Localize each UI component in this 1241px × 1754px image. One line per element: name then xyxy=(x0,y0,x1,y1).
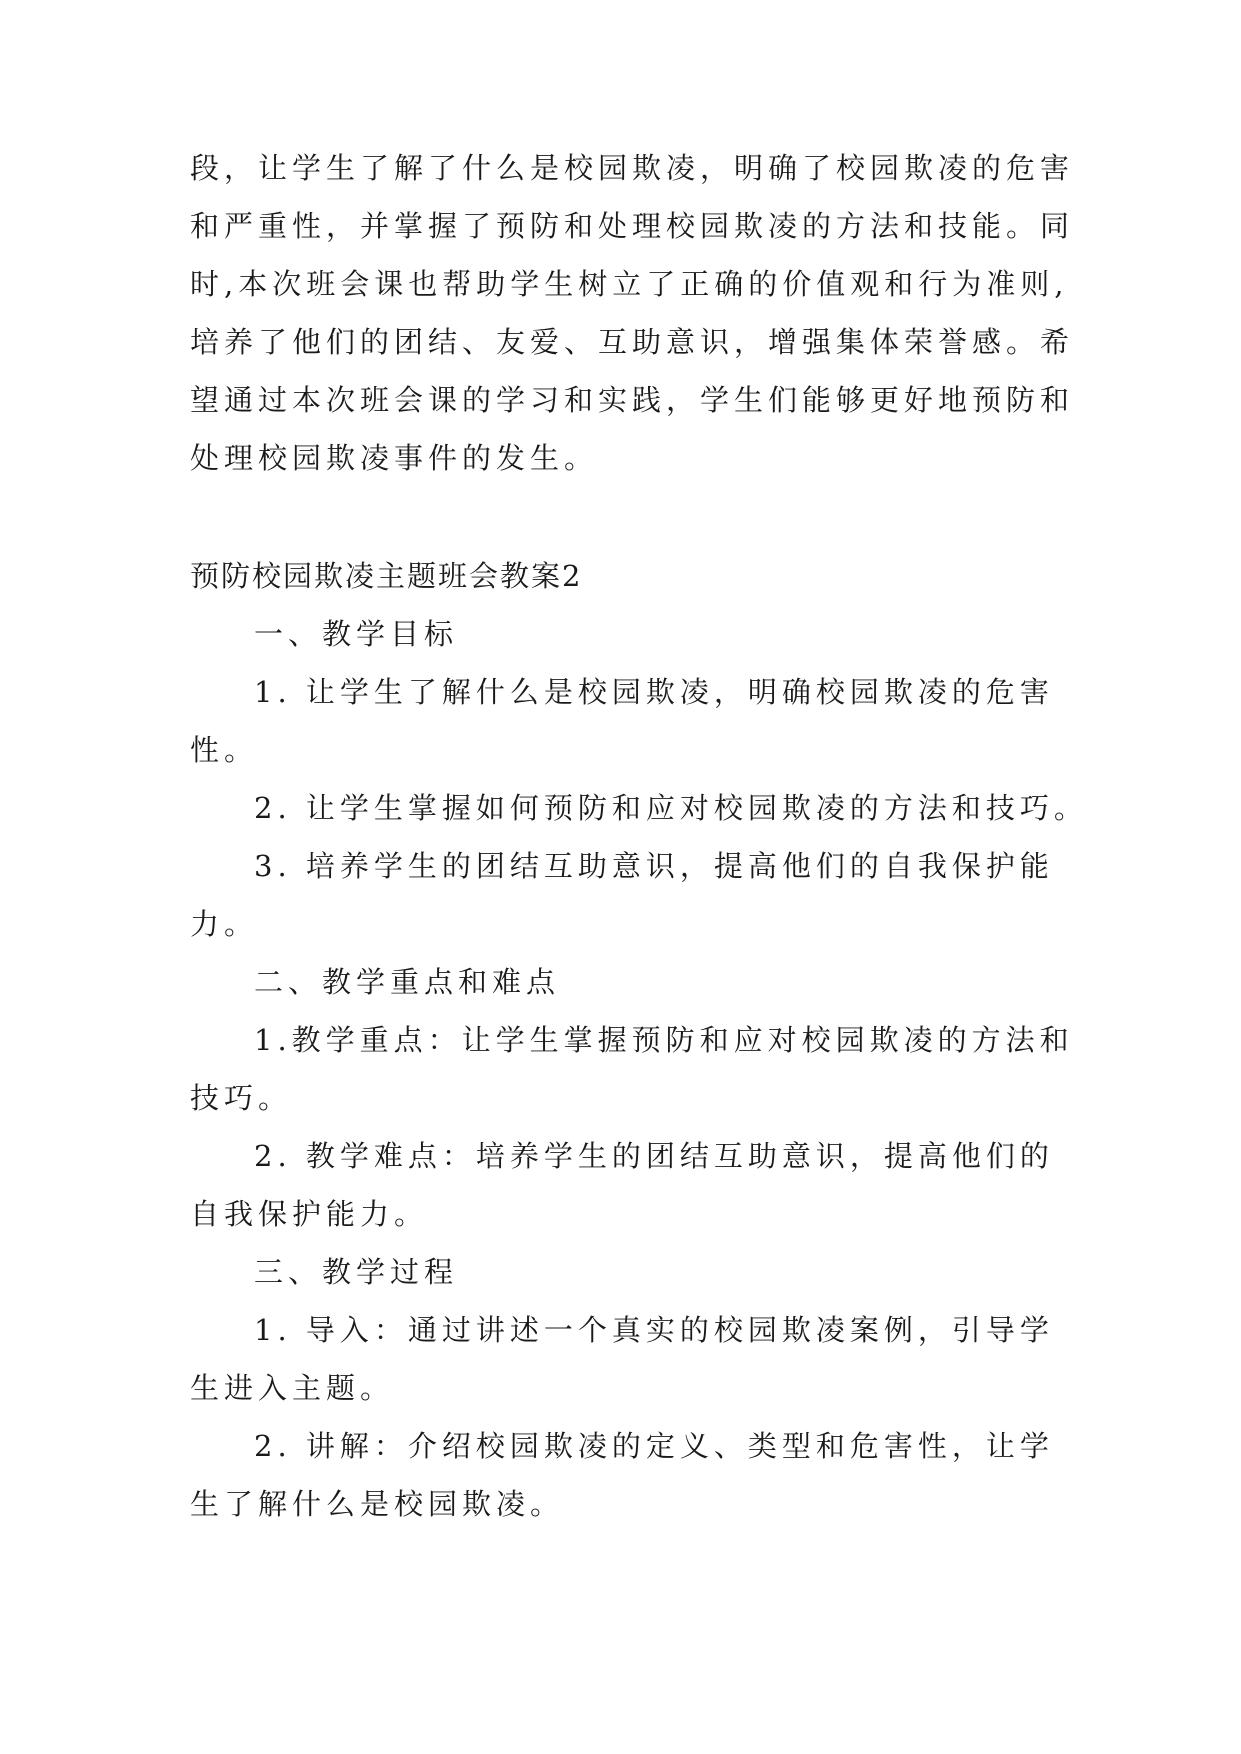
list-item-line: 1. 让学生了解什么是校园欺凌，明确校园欺凌的危害 xyxy=(254,675,1054,709)
list-item-line: 2. 让学生掌握如何预防和应对校园欺凌的方法和技巧。 xyxy=(254,791,1088,825)
paragraph-line: 培养了他们的团结、友爱、互助意识，增强集体荣誉感。希 xyxy=(190,325,1075,359)
paragraph-line: 处理校园欺凌事件的发生。 xyxy=(190,441,599,475)
paragraph-line: 段，让学生了解了什么是校园欺凌，明确了校园欺凌的危害 xyxy=(190,151,1075,185)
list-item-line: 2. 讲解：介绍校园欺凌的定义、类型和危害性，让学 xyxy=(254,1429,1054,1463)
list-item-line: 技巧。 xyxy=(190,1081,293,1115)
list-item-line: 1.教学重点：让学生掌握预防和应对校园欺凌的方法和 xyxy=(254,1023,1074,1057)
list-item-line: 力。 xyxy=(190,907,259,941)
list-item-line: 生了解什么是校园欺凌。 xyxy=(190,1487,565,1521)
list-item-line: 2. 教学难点：培养学生的团结互助意识，提高他们的 xyxy=(254,1139,1054,1173)
paragraph-line: 望通过本次班会课的学习和实践，学生们能够更好地预防和 xyxy=(190,383,1075,417)
list-item-line: 生进入主题。 xyxy=(190,1371,395,1405)
list-item-line: 自我保护能力。 xyxy=(190,1197,429,1231)
section-heading-process: 三、教学过程 xyxy=(254,1255,459,1289)
paragraph-line: 和严重性，并掌握了预防和处理校园欺凌的方法和技能。同 xyxy=(190,209,1075,243)
list-item-line: 3. 培养学生的团结互助意识，提高他们的自我保护能 xyxy=(254,849,1054,883)
lesson-plan-title: 预防校园欺凌主题班会教案2 xyxy=(190,559,583,593)
section-heading-objectives: 一、教学目标 xyxy=(254,617,459,651)
list-item-line: 1. 导入：通过讲述一个真实的校园欺凌案例，引导学 xyxy=(254,1313,1054,1347)
list-item-line: 性。 xyxy=(190,733,259,767)
section-heading-key-points: 二、教学重点和难点 xyxy=(254,965,561,999)
paragraph-line: 时,本次班会课也帮助学生树立了正确的价值观和行为准则, xyxy=(190,267,1069,301)
